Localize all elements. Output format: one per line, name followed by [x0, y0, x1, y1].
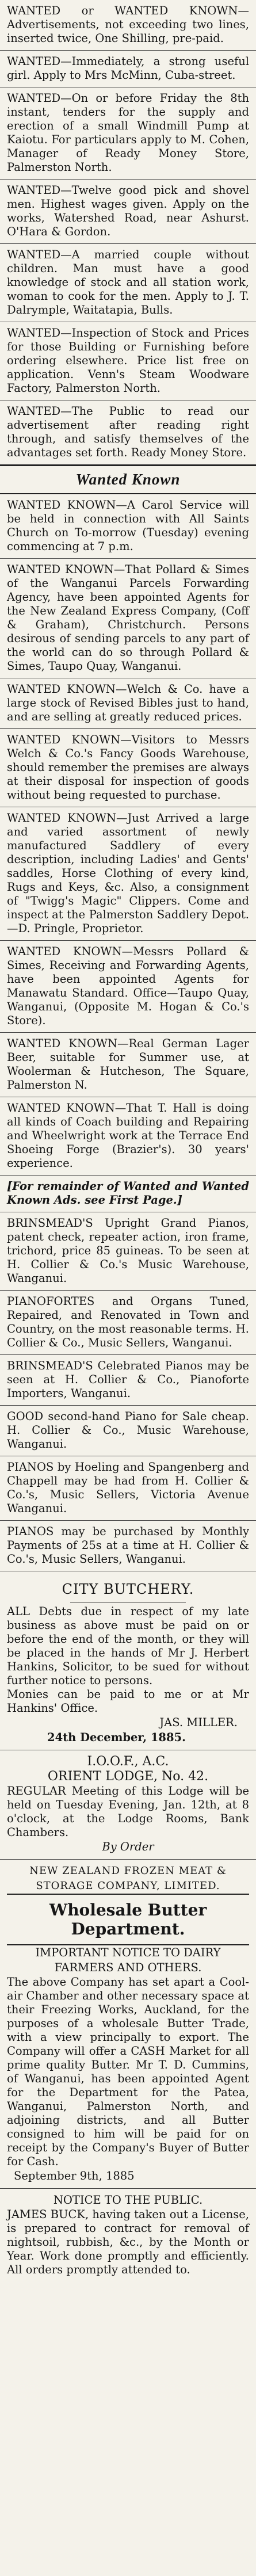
piano-ad: PIANOS may be purchased by Monthly Payments of 25s at a time at H. Collier & Co.'s, Music Sellers, Wanganui. [0, 1521, 256, 1571]
oddfellows-notice: I.O.O.F., A.C. ORIENT LODGE, No. 42. REGULAR Meeting of this Lodge will be held on Tuesday Evening, Jan. 12th, at 8 o'clock, at the Lodge Rooms, Bank Chambers. By Order [0, 1750, 256, 1860]
wholesale-butter-heading: Wholesale Butter Department. [7, 1894, 249, 1945]
wanted-known-ad: WANTED KNOWN—A Carol Service will be held in connection with All Saints Church on To-morrow (Tuesday) evening commencing at 7 p.m. [0, 494, 256, 559]
piano-ad: BRINSMEAD'S Upright Grand Pianos, patent check, repeater action, iron frame, trichord, price 85 guineas. To be seen at H. Collier & Co.'s Music Warehouse, Wanganui. [0, 1212, 256, 1291]
wanted-ad: WANTED—Immediately, a strong useful girl. Apply to Mrs McMinn, Cuba-street. [0, 51, 256, 87]
wanted-ad: WANTED—Twelve good pick and shovel men. Highest wages given. Apply on the works, Watershed Road, near Ashurst. O'Hara & Gordon. [0, 180, 256, 244]
wanted-ad: WANTED—The Public to read our advertisement after reading right through, and satisfy themselves of the advantages set forth. Ready Money Store. [0, 400, 256, 465]
piano-ad: GOOD second-hand Piano for Sale cheap. H. Collier & Co., Music Warehouse, Wanganui. [0, 1406, 256, 1456]
public-notice: NOTICE TO THE PUBLIC. JAMES BUCK, having taken out a License, is prepared to contract for removal of nightsoil, rubbish, &c., by the Month or Year. Work done promptly and efficiently. All orders promptly attended to. [7, 2193, 249, 2276]
wanted-known-ad: WANTED KNOWN—Visitors to Messrs Welch & Co.'s Fancy Goods Warehouse, should remember the premises are always at their disposal for inspection of goods without being requested to purchase. [0, 729, 256, 807]
wanted-ad: WANTED—On or before Friday the 8th instant, tenders for the supply and erection of a small Windmill Pump at Kaiotu. For particulars apply to M. Cohen, Manager of Ready Money Store, Palmerston North. [0, 87, 256, 180]
first-page-note: [For remainder of Wanted and Wanted Known Ads. see First Page.] [0, 1176, 256, 1212]
music-ads [0, 1212, 256, 1571]
wanted-known-ad: WANTED KNOWN—That T. Hall is doing all kinds of Coach building and Repairing and Wheelwright work at the Terrace End Shoeing Forge (Brazier's). 30 years' experience. [0, 1097, 256, 1176]
city-butchery-notice: CITY BUTCHERY. ALL Debts due in respect of my late business as above must be paid on or before the end of the month, or they will be placed in the hands of Mr J. Herbert Hankins, Solicitor, to be sued for without further notice to persons. Monies can be paid to me or at Mr Hankins' Office. JAS. MILLER. 24th December, 1885. [0, 1571, 256, 1750]
wanted-ad: WANTED—Inspection of Stock and Prices for those Building or Furnishing before ordering elsewhere. Price list free on application. Venn's Steam Woodware Factory, Palmerston North. [0, 322, 256, 400]
butchery-title: CITY BUTCHERY. [62, 1581, 194, 1597]
wanted-ad: WANTED or WANTED KNOWN—Advertisements, not exceeding two lines, inserted twice, One Shilling, pre-paid. [0, 0, 256, 51]
wanted-known-ad: WANTED KNOWN—Welch & Co. have a large stock of Revised Bibles just to hand, and are selling at greatly reduced prices. [0, 678, 256, 729]
wanted-known-ad: WANTED KNOWN—That Pollard & Simes of the Wanganui Parcels Forwarding Agency, have been appointed Agents for the New Zealand Express Company, (Coff & Graham), Christchurch. Persons desirous of sending parcels to any part of the world can do so through Pollard & Simes, Taupo Quay, Wanganui. [0, 559, 256, 678]
wanted-known-heading: Wanted Known [0, 465, 256, 494]
piano-ad: PIANOFORTES and Organs Tuned, Repaired, and Renovated in Town and Country, on the most reasonable terms. H. Collier & Co., Music Sellers, Wanganui. [0, 1291, 256, 1355]
wanted-ads [0, 0, 256, 465]
wanted-known-ads [0, 494, 256, 1212]
wanted-known-ad: WANTED KNOWN—Just Arrived a large and varied assortment of newly manufactured Saddlery of every description, including Ladies' and Gents' saddles, Horse Clothing of every kind, Rugs and Keys, &c. Also, a consignment of "Twigg's Magic" Clippers. Come and inspect at the Palmerston Saddlery Depot.—D. Pringle, Proprietor. [0, 807, 256, 941]
wanted-ad: WANTED—A married couple without children. Man must have a good knowledge of stock and all station work, woman to cook for the men. Apply to J. T. Dalrymple, Waitatapia, Bulls. [0, 244, 256, 322]
wanted-known-ad: WANTED KNOWN—Messrs Pollard & Simes, Receiving and Forwarding Agents, have been appointed Agents for Manawatu Standard. Office—Taupo Quay, Wanganui, (Opposite M. Hogan & Co.'s Store). [0, 941, 256, 1033]
frozen-meat-notice: NEW ZEALAND FROZEN MEAT & STORAGE COMPANY, LIMITED. Wholesale Butter Department. IMPORTANT NOTICE TO DAIRY FARMERS AND OTHERS. The above Company has set apart a Cool-air Chamber and other necessary space at their Freezing Works, Auckland, for the purposes of a wholesale Butter Trade, with a view principally to export. The Company will offer a CASH Market for all prime quality Butter. Mr T. D. Cummins, of Wanganui, has been appointed Agent for the Department for the Patea, Wanganui, Palmerston North, and adjoining districts, and all Butter consigned to him will be paid for on receipt by the Company's Buyer of Butter for Cash. September 9th, 1885 [0, 1860, 256, 2189]
piano-ad: BRINSMEAD'S Celebrated Pianos may be seen at H. Collier & Co., Pianoforte Importers, Wanganui. [0, 1355, 256, 1406]
wanted-known-ad: WANTED KNOWN—Real German Lager Beer, suitable for Summer use, at Woolerman & Hutcheson, The Square, Palmerston N. [0, 1033, 256, 1097]
piano-ad: PIANOS by Hoeling and Spangenberg and Chappell may be had from H. Collier & Co.'s, Music Sellers, Victoria Avenue Wanganui. [0, 1456, 256, 1521]
